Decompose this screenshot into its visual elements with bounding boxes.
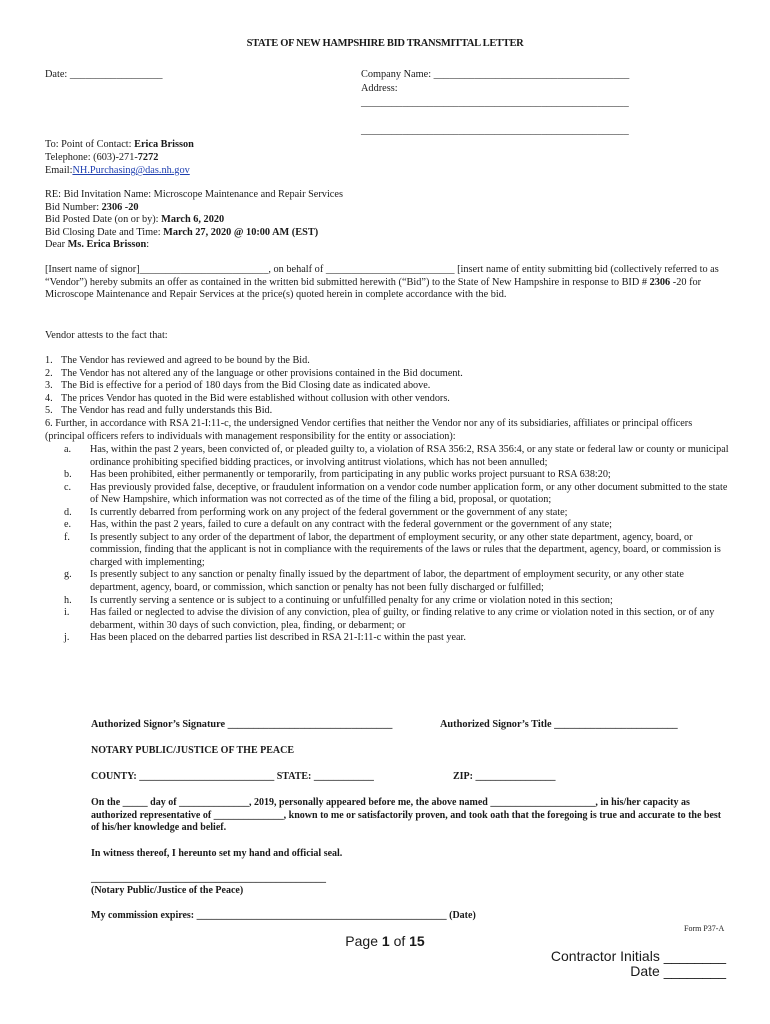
dear-name: Ms. Erica Brisson <box>67 239 147 250</box>
numbered-list <box>45 355 730 418</box>
bid-name-line: RE: Bid Invitation Name: Microscope Maintenance and Repair Services <box>45 189 343 200</box>
list-item-letter: g. <box>64 569 72 581</box>
page-current: 1 <box>381 933 390 949</box>
contact-name: Erica Brisson <box>134 139 194 150</box>
notary-label: (Notary Public/Justice of the Peace) <box>91 885 244 896</box>
list-item-letter: a. <box>64 444 72 455</box>
list-item-text: The Bid is effective for a period of 180 days from the Bid Closing date as indicated above. <box>61 380 431 392</box>
list-item <box>45 405 730 418</box>
contact-email <box>45 165 190 178</box>
date-line: Date: __________________ <box>45 69 163 80</box>
salutation <box>45 239 149 252</box>
list-item-letter: h. <box>64 594 72 606</box>
county-state-line: COUNTY: ___________________________ STATE: ____________ <box>91 771 374 782</box>
bid-closing-label: Bid Closing Date and Time: <box>45 227 161 238</box>
notary-signature-line: _______________________________________________ <box>91 873 326 884</box>
list-item-letter: c. <box>64 481 72 493</box>
dear-label: Dear <box>45 239 66 250</box>
bid-closing-line <box>45 227 318 240</box>
contact-telephone <box>45 152 158 165</box>
item-6: 6. Further, in accordance with RSA 21-I:11-c, the undersigned Vendor certifies that neither the Vendor nor any of its subsidiaries, affiliates or principal officers (principal officers refers to individuals with management responsibility for the entity or association): <box>45 418 693 442</box>
signor-title-line: Authorized Signor’s Title ________________________ <box>440 719 678 730</box>
list-item-text: Is presently subject to any order of the department of labor, the department of employment security, or any other state department, agency, board, or commission, finding that the applicant is not in compliance with the requirements of the laws or rules that the department, agency, board, or commission is charged with implementing; <box>90 531 721 568</box>
bid-posted-line <box>45 214 224 227</box>
list-item <box>64 569 730 594</box>
attests-heading: Vendor attests to the fact that: <box>45 330 168 341</box>
page-total: 15 <box>409 933 425 949</box>
intro-bid-number: 2306 <box>649 276 671 288</box>
list-item-number: 1. <box>45 355 53 366</box>
list-item <box>64 632 730 645</box>
list-item-letter: d. <box>64 506 72 518</box>
list-item-number: 2. <box>45 367 53 379</box>
list-item-text: Has, within the past 2 years, been convicted of, or pleaded guilty to, a violation of RSA 356:2, RSA 356:4, or any state or federal law or county or municipal ordinance prohibiting specified bidding practices, or involving antitrust violations, which has not been annulled; <box>90 444 729 468</box>
list-item-number: 3. <box>45 380 53 392</box>
notary-paragraph: On the _____ day of ______________, 2019, personally appeared before me, the above named _____________________, in his/her capacity as authorized representative of ______________, known to me or satisfactorily proven, and took oath that the foregoing is true and accurate to the best of his/her knowledge and belief. <box>91 797 722 834</box>
list-item-number: 4. <box>45 392 53 404</box>
contact-to-label: To: Point of Contact: <box>45 139 132 150</box>
list-item-text: The Vendor has reviewed and agreed to be bound by the Bid. <box>61 355 310 366</box>
list-item-text: The Vendor has not altered any of the language or other provisions contained in the Bid document. <box>61 367 463 379</box>
page-number <box>0 933 770 949</box>
list-item <box>64 507 730 520</box>
bid-posted-value: March 6, 2020 <box>161 214 225 225</box>
witness-line: In witness thereof, I hereunto set my hand and official seal. <box>91 848 343 859</box>
document-title: STATE OF NEW HAMPSHIRE BID TRANSMITTAL LETTER <box>246 38 524 49</box>
contractor-initials: Contractor Initials ________ <box>550 948 726 964</box>
lettered-list <box>64 444 730 645</box>
list-item-text: Is currently debarred from performing work on any project of the federal government or the government of any state; <box>90 506 568 518</box>
email-label: Email: <box>45 165 73 176</box>
list-item <box>45 355 730 368</box>
bid-number-line <box>45 202 139 215</box>
address-line-2: ____________________________________________________ <box>361 125 629 136</box>
list-item <box>45 380 730 393</box>
bid-posted-label: Bid Posted Date (on or by): <box>45 214 159 225</box>
list-item <box>64 532 730 570</box>
list-item-text: Has failed or neglected to advise the division of any conviction, plea of guilty, or finding relative to any crime or violation noted in this section, or of any debarment, within 30 days of such conviction, plea, finding, or debarment; or <box>90 607 715 631</box>
list-item <box>64 469 730 482</box>
list-item-letter: i. <box>64 607 70 619</box>
form-number: Form P37-A <box>684 924 725 933</box>
dear-colon: : <box>146 239 150 250</box>
list-item <box>45 368 730 381</box>
address-line-1: ____________________________________________________ <box>361 97 629 108</box>
list-item-text: Has, within the past 2 years, failed to cure a default on any contract with the federal government or the government of any state; <box>90 519 612 531</box>
list-item-number: 5. <box>45 405 53 417</box>
list-item-letter: j. <box>64 632 70 644</box>
list-item <box>64 595 730 608</box>
notary-heading: NOTARY PUBLIC/JUSTICE OF THE PEACE <box>91 745 295 756</box>
address-label: Address: <box>361 83 398 94</box>
telephone-label: Telephone: (603)-271- <box>45 152 138 163</box>
list-item <box>64 607 730 632</box>
company-name-line: Company Name: ______________________________________ <box>361 69 630 80</box>
list-item-text: Has been placed on the debarred parties list described in RSA 21-I:11-c within the past year. <box>90 632 466 644</box>
intro-text-2: -20 for Microscope Maintenance and Repair Services at the price(s) quoted herein in complete accordance with the bid. <box>45 276 702 301</box>
list-item-text: Has been prohibited, either permanently or temporarily, from participating in any public works project pursuant to RSA 638:20; <box>90 469 611 481</box>
intro-paragraph <box>45 264 725 302</box>
list-item-letter: b. <box>64 469 72 481</box>
contractor-date: Date ________ <box>630 963 726 979</box>
zip-line: ZIP: ________________ <box>453 771 556 782</box>
list-item-text: The prices Vendor has quoted in the Bid were established without collusion with other vendors. <box>61 392 450 404</box>
list-item-text: Is presently subject to any sanction or penalty finally issued by the department of labor, the department of employment security, or any other state department, agency, board, or commission, which sanction or penalty has not been fully discharged or fulfilled; <box>90 569 684 594</box>
bid-number-label: Bid Number: <box>45 202 100 213</box>
page-of: of <box>393 933 406 949</box>
signor-signature-line: Authorized Signor’s Signature ________________________________ <box>91 719 393 730</box>
commission-line: My commission expires: __________________________________________________ (Date) <box>91 910 476 921</box>
page-prefix: Page <box>345 933 378 949</box>
list-item-text: Is currently serving a sentence or is subject to a continuing or unfulfilled penalty for any crime or violation noted in this section; <box>90 594 613 606</box>
list-item-text: The Vendor has read and fully understands this Bid. <box>61 405 273 417</box>
bid-closing-value: March 27, 2020 @ 10:00 AM (EST) <box>163 227 319 238</box>
list-item <box>64 519 730 532</box>
intro-text-1: [Insert name of signor]_________________________, on behalf of _________________________ [insert name of entity submitting bid (collectively referred to as “Vendor”) hereby submits an offer as contained in the written bid submitted herewith (“Bid”) to the State of New Hampshire in response to BID # <box>45 264 719 288</box>
email-link[interactable]: NH.Purchasing@das.nh.gov <box>72 165 190 176</box>
list-item <box>64 444 730 469</box>
list-item-text: Has previously provided false, deceptive, or fraudulent information on a vendor code number application form, or any other document submitted to the state of New Hampshire, which information was not corrected as of the time of the filing a bid, proposal, or quotation; <box>90 481 728 506</box>
telephone-number: 7272 <box>137 152 159 163</box>
list-item <box>45 393 730 406</box>
bid-number-value: 2306 -20 <box>101 202 139 213</box>
list-item-letter: f. <box>64 531 70 543</box>
list-item-letter: e. <box>64 519 72 531</box>
list-item <box>64 482 730 507</box>
contact-to <box>45 139 194 152</box>
